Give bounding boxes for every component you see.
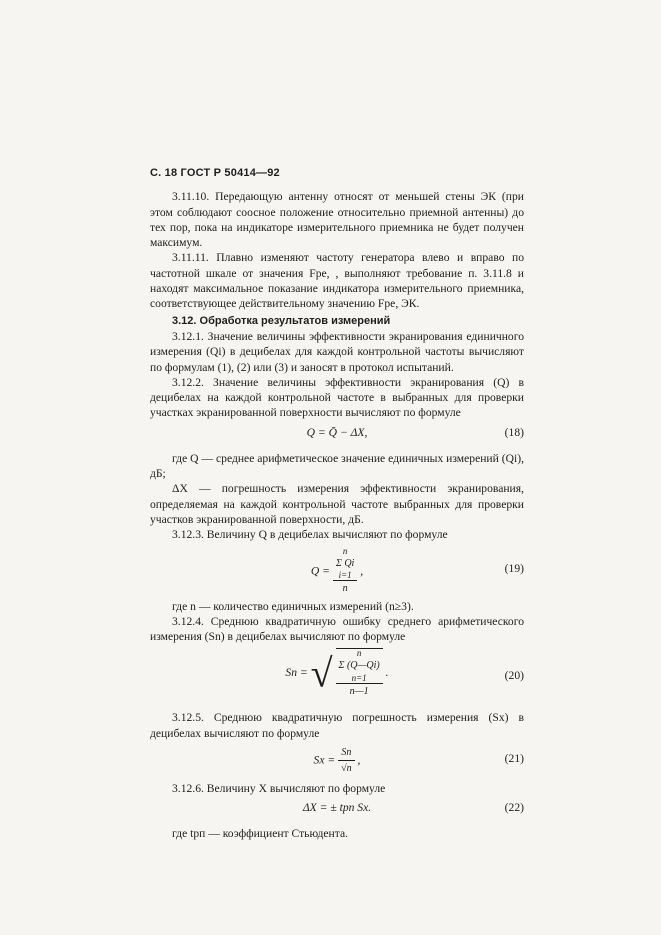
formula-20-sigma-bottom: n=1 [351,672,367,683]
document-page [150,166,524,842]
formula-21-lhs: Sx = [313,753,336,767]
paragraph-3-11-11: 3.11.11. Плавно изменяют частоту генератора влево и вправо по частотной шкале от значения Fре, , выполняют требование п. 3.11.8 и находят максимальное показание индикатора измерительного приемника, соответствующее действительному значению Fре, ЭК. [150,251,524,311]
formula-20-sigma-top: n [356,648,362,659]
formula-19-tail: , [360,563,364,577]
where-19: где n — количество единичных измерений (n≥3). [172,599,414,613]
formula-19-number: (19) [504,561,524,575]
where-18b: ΔX — погрешность измерения эффективности экранирования, определяемая на каждой контрольной частоте выбранных для проверки участков экранированной поверхности, дБ. [150,482,524,526]
paragraph-3-12-6: 3.12.6. Величину X вычисляют по формуле [172,782,386,796]
formula-21-fraction [338,745,355,777]
formula-22 [150,800,524,822]
formula-20-fraction [336,648,383,699]
formula-20-lhs: Sn = [285,666,308,680]
paragraph-3-12-4: 3.12.4. Среднюю квадратичную ошибку среднего арифметического измерения (Sn) в децибелах вычисляют по формуле [150,614,524,644]
formula-19-sigma-bottom: i=1 [338,569,352,580]
formula-20 [150,648,524,706]
formula-20-number: (20) [504,669,524,683]
formula-19-sigma-top: n [342,545,348,556]
formula-19-sigma: Σ [335,557,342,569]
formula-19 [150,547,524,595]
paragraph-3-12-5: 3.12.5. Среднюю квадратичную погрешность измерения (Sx) в децибелах вычисляют по формуле [150,711,524,740]
paragraph-3-11-10: 3.11.10. Передающую антенну относят от меньшей стены ЭК (при этом соблюдают соосное положение относительно приемной антенны) до тех пор, пока на индикаторе измерительного приемника не будет получен максимум. [150,190,524,250]
where-22: где tрп — коэффициент Стьюдента. [172,827,349,841]
formula-19-fraction [333,547,357,597]
formula-21-numerator: Sn [338,745,355,761]
formula-20-denominator: n—1 [349,685,369,697]
formula-20-radical: √ [310,650,333,696]
formula-19-denominator: n [342,582,348,594]
formula-21-denominator: √n [341,763,352,775]
formula-22-number: (22) [504,801,524,815]
page-header: С. 18 ГОСТ Р 50414—92 [150,167,280,179]
paragraph-3-12-3: 3.12.3. Величину Q в децибелах вычисляют по формуле [172,528,448,542]
formula-21 [150,745,524,777]
formula-21-tail: , [357,753,361,767]
formula-18-number: (18) [504,425,524,439]
formula-20-sigma: Σ [338,660,345,672]
formula-19-summand: Qi [344,557,355,569]
formula-20-tail: . [385,666,389,680]
where-18a: где Q — среднее арифметическое значение единичных измерений (Qi), дБ; [150,451,524,481]
formula-18-expression: Q = Q̄ − ΔX, [306,425,368,439]
formula-20-summand: (Q—Qi) [346,660,380,672]
section-heading: 3.12. Обработка результатов измерений [172,314,391,327]
formula-19-lhs: Q = [310,563,330,577]
formula-21-number: (21) [504,752,524,766]
formula-18 [150,425,524,447]
paragraph-3-12-1: 3.12.1. Значение величины эффективности экранирования единичного измерения (Qi) в децибелах для каждой контрольной частоты вычисляют по формулам (1), (2) или (3) и заносят в протокол испытаний. [150,329,524,374]
formula-22-expression: ΔX = ± tрп Sx. [302,801,372,815]
paragraph-3-12-2: 3.12.2. Значение величины эффективности экранирования (Q) в децибелах на каждой контрольной частоте в выбранных для проверки участках экранированной поверхности вычисляют по формуле [150,375,524,420]
